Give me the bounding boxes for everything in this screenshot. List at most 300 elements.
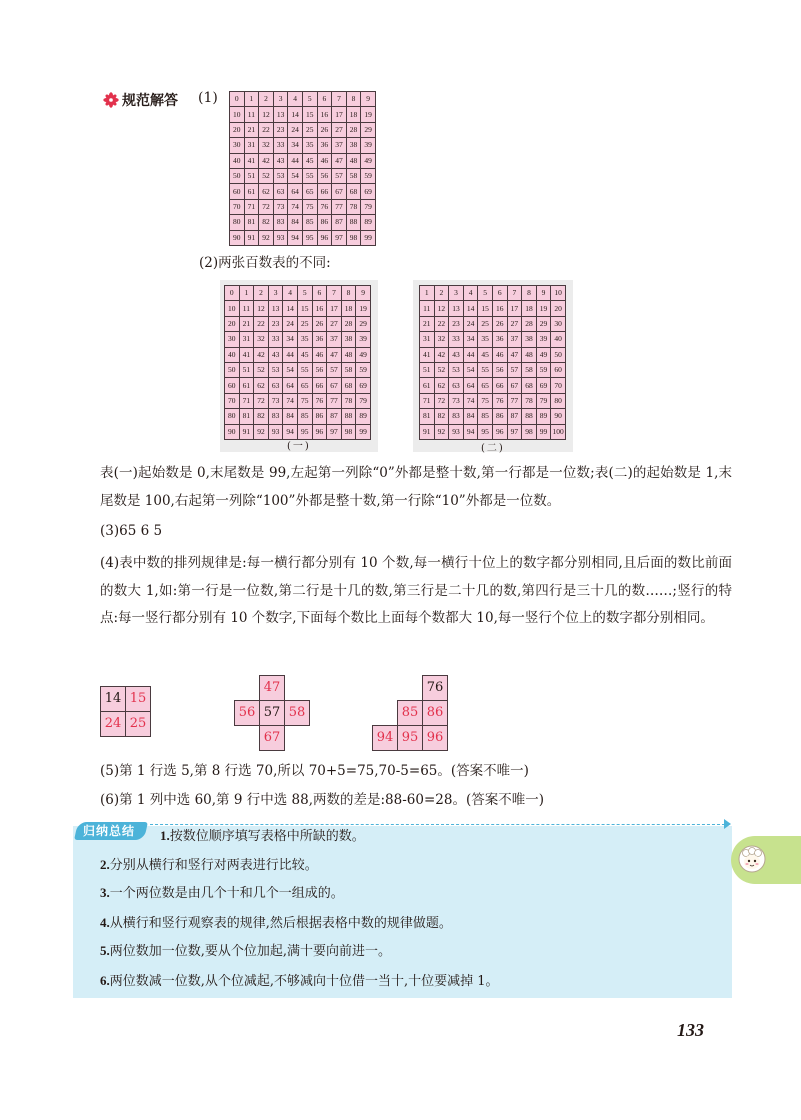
table-cell: 80 xyxy=(551,393,566,408)
part3-answer: (3)65 6 5 xyxy=(100,523,163,539)
table-row xyxy=(420,409,566,424)
table-cell: 77 xyxy=(332,199,347,214)
table-cell: 92 xyxy=(259,230,274,245)
table-cell: 74 xyxy=(283,393,298,408)
table-cell: 51 xyxy=(244,168,259,183)
table-cell: 13 xyxy=(449,301,464,316)
table-cell: 31 xyxy=(244,138,259,153)
table-cell: 70 xyxy=(551,378,566,393)
table-cell: 42 xyxy=(434,347,449,362)
table-cell: 58 xyxy=(522,362,537,377)
table-cell: 95 xyxy=(302,230,317,245)
table-cell: 89 xyxy=(361,215,376,230)
table-cell: 14 xyxy=(283,301,298,316)
table-cell: 60 xyxy=(225,378,240,393)
table-row xyxy=(225,378,371,393)
table-cell: 30 xyxy=(230,138,245,153)
table-row xyxy=(420,301,566,316)
table-cell: 21 xyxy=(244,122,259,137)
table-cell: 56 xyxy=(317,168,332,183)
fragment-cell: 57 xyxy=(260,701,285,726)
table-cell: 50 xyxy=(225,362,240,377)
fragment-cell: 58 xyxy=(285,701,310,726)
table-cell: 78 xyxy=(346,199,361,214)
table-cell: 32 xyxy=(254,332,269,347)
table-cell: 97 xyxy=(507,424,522,439)
table-cell: 38 xyxy=(522,332,537,347)
table-cell: 28 xyxy=(522,316,537,331)
table-cell: 47 xyxy=(327,347,342,362)
table-cell: 71 xyxy=(420,393,435,408)
hundred-table-one xyxy=(224,285,371,440)
table-cell: 69 xyxy=(536,378,551,393)
table-cell: 32 xyxy=(259,138,274,153)
table-cell: 36 xyxy=(317,138,332,153)
table-cell: 82 xyxy=(434,409,449,424)
table-cell: 44 xyxy=(283,347,298,362)
table-cell: 29 xyxy=(536,316,551,331)
answer-heading xyxy=(103,90,178,110)
table-cell: 13 xyxy=(268,301,283,316)
table-cell: 38 xyxy=(346,138,361,153)
table-cell: 68 xyxy=(341,378,356,393)
hundred-table-answer xyxy=(229,91,376,246)
table-cell: 75 xyxy=(302,199,317,214)
table-cell: 0 xyxy=(230,92,245,107)
table-cell: 49 xyxy=(361,153,376,168)
table-cell: 32 xyxy=(434,332,449,347)
table-cell: 8 xyxy=(346,92,361,107)
table-cell: 18 xyxy=(346,107,361,122)
table-cell: 41 xyxy=(420,347,435,362)
table-cell: 46 xyxy=(312,347,327,362)
table-cell: 19 xyxy=(536,301,551,316)
table-cell: 37 xyxy=(327,332,342,347)
summary-item xyxy=(100,913,452,934)
table-cell: 3 xyxy=(273,92,288,107)
table-cell: 99 xyxy=(361,230,376,245)
table-cell: 6 xyxy=(317,92,332,107)
fragment-cell: 14 xyxy=(101,687,126,712)
table-cell: 33 xyxy=(273,138,288,153)
table-cell: 49 xyxy=(536,347,551,362)
fragment-cell: 86 xyxy=(423,701,448,726)
table-cell: 83 xyxy=(273,215,288,230)
table-cell: 70 xyxy=(225,393,240,408)
table-cell: 29 xyxy=(361,122,376,137)
table-cell: 59 xyxy=(536,362,551,377)
table-cell: 46 xyxy=(317,153,332,168)
fragment-cell: 85 xyxy=(398,701,423,726)
table-cell: 10 xyxy=(551,286,566,301)
table-cell: 81 xyxy=(420,409,435,424)
table-cell: 20 xyxy=(230,122,245,137)
table-cell: 1 xyxy=(239,286,254,301)
table-cell: 79 xyxy=(361,199,376,214)
table-row xyxy=(225,409,371,424)
summary-item xyxy=(100,971,499,992)
table-cell: 90 xyxy=(230,230,245,245)
table-cell: 82 xyxy=(259,215,274,230)
table-cell: 38 xyxy=(341,332,356,347)
table-cell: 50 xyxy=(230,168,245,183)
table-one-caption: (一) xyxy=(287,441,311,452)
table-cell: 53 xyxy=(273,168,288,183)
table-cell: 47 xyxy=(507,347,522,362)
table-cell: 95 xyxy=(478,424,493,439)
table-cell: 72 xyxy=(434,393,449,408)
table-cell: 19 xyxy=(361,107,376,122)
table-cell: 48 xyxy=(522,347,537,362)
table-cell: 75 xyxy=(297,393,312,408)
table-cell: 37 xyxy=(507,332,522,347)
table-cell: 11 xyxy=(420,301,435,316)
table-cell: 20 xyxy=(551,301,566,316)
table-cell: 60 xyxy=(551,362,566,377)
summary-item xyxy=(100,855,318,876)
table-cell: 12 xyxy=(259,107,274,122)
table-cell: 92 xyxy=(434,424,449,439)
table-cell: 55 xyxy=(478,362,493,377)
hundred-table-two xyxy=(419,285,566,440)
summary-item-number: 6. xyxy=(100,973,110,988)
table-cell: 2 xyxy=(259,92,274,107)
summary-item-number: 3. xyxy=(100,885,110,900)
table-cell: 39 xyxy=(361,138,376,153)
table-cell: 8 xyxy=(341,286,356,301)
table-cell: 54 xyxy=(463,362,478,377)
table-cell: 89 xyxy=(536,409,551,424)
table-cell: 69 xyxy=(361,184,376,199)
table-cell: 6 xyxy=(312,286,327,301)
table-cell: 47 xyxy=(332,153,347,168)
table-cell: 57 xyxy=(507,362,522,377)
table-cell: 25 xyxy=(478,316,493,331)
table-row xyxy=(230,168,376,183)
table-cell: 58 xyxy=(346,168,361,183)
table-cell: 89 xyxy=(356,409,371,424)
table-cell: 72 xyxy=(259,199,274,214)
summary-item-number: 1. xyxy=(160,828,170,843)
summary-tag-label: 归纳总结 xyxy=(83,824,136,838)
arrow-icon xyxy=(724,819,731,829)
table-cell: 56 xyxy=(492,362,507,377)
table-cell: 53 xyxy=(268,362,283,377)
part6-answer: (6)第 1 列中选 60,第 9 行中选 88,两数的差是:88-60=28。(答案不唯一) xyxy=(100,792,544,808)
table-cell: 14 xyxy=(288,107,303,122)
table-row xyxy=(420,347,566,362)
table-cell: 62 xyxy=(259,184,274,199)
table-cell: 64 xyxy=(283,378,298,393)
table-row xyxy=(225,286,371,301)
table-cell: 68 xyxy=(346,184,361,199)
table-row xyxy=(420,362,566,377)
table-cell: 76 xyxy=(317,199,332,214)
table-cell: 66 xyxy=(312,378,327,393)
table-cell: 94 xyxy=(283,424,298,439)
table-cell: 9 xyxy=(356,286,371,301)
summary-item-text: 按数位顺序填写表格中所缺的数。 xyxy=(169,829,365,844)
table-cell: 54 xyxy=(283,362,298,377)
table-cell: 73 xyxy=(449,393,464,408)
table-cell: 40 xyxy=(551,332,566,347)
table-cell: 93 xyxy=(273,230,288,245)
table-cell: 63 xyxy=(268,378,283,393)
part1-label: (1) xyxy=(198,90,218,106)
table-cell: 31 xyxy=(420,332,435,347)
fragment-cell: 94 xyxy=(373,726,398,751)
table-cell: 65 xyxy=(478,378,493,393)
summary-item-text: 两位数减一位数,从个位减起,不够减向十位借一当十,十位要减掉 1。 xyxy=(109,974,499,989)
table-cell: 4 xyxy=(288,92,303,107)
table-cell: 17 xyxy=(327,301,342,316)
table-cell: 50 xyxy=(551,347,566,362)
table-cell: 70 xyxy=(230,199,245,214)
table-cell: 43 xyxy=(273,153,288,168)
table-cell: 48 xyxy=(346,153,361,168)
table-cell: 27 xyxy=(332,122,347,137)
summary-item-text: 分别从横行和竖行对两表进行比较。 xyxy=(109,858,318,873)
part2-explanation: 表(一)起始数是 0,末尾数是 99,左起第一列除“0”外都是整十数,第一行都是一位数;表(二)的起始数是 1,末尾数是 100,右起第一列除“100”外都是整十数,第一行除“10”外都是一位数。 xyxy=(100,465,732,509)
table-cell: 55 xyxy=(302,168,317,183)
table-cell: 40 xyxy=(225,347,240,362)
fragment-cell: 56 xyxy=(235,701,260,726)
table-cell: 51 xyxy=(420,362,435,377)
table-cell: 41 xyxy=(244,153,259,168)
table-cell: 21 xyxy=(420,316,435,331)
table-cell: 79 xyxy=(536,393,551,408)
table-cell: 67 xyxy=(332,184,347,199)
table-cell: 61 xyxy=(244,184,259,199)
table-cell: 98 xyxy=(522,424,537,439)
table-cell: 72 xyxy=(254,393,269,408)
table-cell: 61 xyxy=(420,378,435,393)
summary-item-number: 2. xyxy=(100,857,110,872)
table-cell: 87 xyxy=(327,409,342,424)
table-cell: 26 xyxy=(317,122,332,137)
table-cell: 80 xyxy=(225,409,240,424)
table-cell: 35 xyxy=(302,138,317,153)
table-row xyxy=(230,230,376,245)
table-cell: 4 xyxy=(463,286,478,301)
table-cell: 4 xyxy=(283,286,298,301)
table-cell: 28 xyxy=(346,122,361,137)
table-cell: 87 xyxy=(507,409,522,424)
table-row xyxy=(225,347,371,362)
table-cell: 90 xyxy=(225,424,240,439)
summary-item-number: 4. xyxy=(100,915,110,930)
table-cell: 22 xyxy=(434,316,449,331)
table-cell: 67 xyxy=(507,378,522,393)
fragment-cell: 24 xyxy=(101,712,126,737)
table-cell: 94 xyxy=(288,230,303,245)
table-cell: 96 xyxy=(312,424,327,439)
table-cell: 25 xyxy=(302,122,317,137)
summary-item xyxy=(100,941,391,962)
table-cell: 45 xyxy=(478,347,493,362)
table-cell: 84 xyxy=(283,409,298,424)
table-cell: 7 xyxy=(327,286,342,301)
table-cell: 94 xyxy=(463,424,478,439)
table-cell: 1 xyxy=(420,286,435,301)
table-cell: 95 xyxy=(297,424,312,439)
table-cell: 22 xyxy=(254,316,269,331)
table-cell: 64 xyxy=(288,184,303,199)
table-cell: 77 xyxy=(327,393,342,408)
table-row xyxy=(225,332,371,347)
table-cell: 10 xyxy=(225,301,240,316)
table-cell: 36 xyxy=(312,332,327,347)
table-cell: 91 xyxy=(244,230,259,245)
table-cell: 53 xyxy=(449,362,464,377)
table-cell: 28 xyxy=(341,316,356,331)
table-cell: 27 xyxy=(507,316,522,331)
table-cell: 62 xyxy=(254,378,269,393)
fragment-square xyxy=(100,686,151,737)
fragment-cell: 47 xyxy=(260,676,285,701)
fragment-cell: 76 xyxy=(423,676,448,701)
table-cell: 42 xyxy=(254,347,269,362)
table-cell: 23 xyxy=(273,122,288,137)
table-cell: 75 xyxy=(478,393,493,408)
summary-item xyxy=(100,883,344,904)
table-cell: 23 xyxy=(268,316,283,331)
table-cell: 40 xyxy=(230,153,245,168)
table-cell: 79 xyxy=(356,393,371,408)
sheep-icon xyxy=(737,844,767,874)
table-cell: 78 xyxy=(522,393,537,408)
table-cell: 68 xyxy=(522,378,537,393)
table-cell: 97 xyxy=(327,424,342,439)
table-cell: 86 xyxy=(317,215,332,230)
table-cell: 16 xyxy=(317,107,332,122)
table-cell: 10 xyxy=(230,107,245,122)
table-cell: 87 xyxy=(332,215,347,230)
table-cell: 57 xyxy=(327,362,342,377)
table-cell: 55 xyxy=(297,362,312,377)
table-cell: 91 xyxy=(420,424,435,439)
table-cell: 1 xyxy=(244,92,259,107)
table-row xyxy=(230,122,376,137)
part4-explanation: (4)表中数的排列规律是:每一横行都分别有 10 个数,每一横行十位上的数字都分别相同,且后面的数比前面的数大 1,如:第一行是一位数,第二行是十几的数,第三行是二十几的数,第四行是三十几的数……;竖行的特点:每一竖行都分别有 10 个数字,下面每个数比上面每个数都大 10,每一竖行个位上的数字都分别相同。 xyxy=(100,555,732,627)
table-cell: 12 xyxy=(434,301,449,316)
table-cell: 51 xyxy=(239,362,254,377)
table-cell: 76 xyxy=(492,393,507,408)
table-cell: 69 xyxy=(356,378,371,393)
table-cell: 65 xyxy=(302,184,317,199)
table-cell: 52 xyxy=(254,362,269,377)
table-cell: 3 xyxy=(268,286,283,301)
table-cell: 30 xyxy=(551,316,566,331)
summary-divider xyxy=(150,824,725,825)
fragment-cell: 67 xyxy=(260,726,285,751)
table-cell: 19 xyxy=(356,301,371,316)
table-cell: 86 xyxy=(312,409,327,424)
table-cell: 49 xyxy=(356,347,371,362)
table-cell: 99 xyxy=(536,424,551,439)
table-cell: 43 xyxy=(268,347,283,362)
table-cell: 57 xyxy=(332,168,347,183)
table-cell: 52 xyxy=(434,362,449,377)
table-cell: 73 xyxy=(268,393,283,408)
table-cell: 22 xyxy=(259,122,274,137)
table-cell: 93 xyxy=(449,424,464,439)
table-cell: 58 xyxy=(341,362,356,377)
table-cell: 64 xyxy=(463,378,478,393)
table-cell: 73 xyxy=(273,199,288,214)
table-cell: 30 xyxy=(225,332,240,347)
table-row xyxy=(420,332,566,347)
table-row xyxy=(225,316,371,331)
table-cell: 44 xyxy=(288,153,303,168)
table-cell: 96 xyxy=(317,230,332,245)
table-cell: 20 xyxy=(225,316,240,331)
table-two-caption: (二) xyxy=(481,443,505,454)
table-row xyxy=(225,362,371,377)
table-cell: 39 xyxy=(536,332,551,347)
table-cell: 11 xyxy=(239,301,254,316)
table-cell: 34 xyxy=(283,332,298,347)
table-row xyxy=(230,199,376,214)
table-cell: 36 xyxy=(492,332,507,347)
table-cell: 33 xyxy=(449,332,464,347)
table-cell: 83 xyxy=(268,409,283,424)
table-cell: 23 xyxy=(449,316,464,331)
table-cell: 18 xyxy=(522,301,537,316)
summary-item-text: 从横行和竖行观察表的规律,然后根据表格中数的规律做题。 xyxy=(109,916,452,931)
table-cell: 0 xyxy=(225,286,240,301)
table-cell: 14 xyxy=(463,301,478,316)
table-row xyxy=(420,316,566,331)
table-cell: 26 xyxy=(312,316,327,331)
table-cell: 62 xyxy=(434,378,449,393)
fragment-cell: 25 xyxy=(126,712,151,737)
table-cell: 31 xyxy=(239,332,254,347)
table-cell: 71 xyxy=(244,199,259,214)
table-cell: 3 xyxy=(449,286,464,301)
table-cell: 65 xyxy=(297,378,312,393)
table-cell: 100 xyxy=(551,424,566,439)
table-cell: 8 xyxy=(522,286,537,301)
table-cell: 45 xyxy=(297,347,312,362)
table-cell: 41 xyxy=(239,347,254,362)
table-cell: 67 xyxy=(327,378,342,393)
table-cell: 17 xyxy=(332,107,347,122)
table-cell: 2 xyxy=(254,286,269,301)
table-cell: 76 xyxy=(312,393,327,408)
summary-item-text: 一个两位数是由几个十和几个一组成的。 xyxy=(109,886,344,901)
table-row xyxy=(420,286,566,301)
table-cell: 52 xyxy=(259,168,274,183)
table-cell: 46 xyxy=(492,347,507,362)
table-cell: 77 xyxy=(507,393,522,408)
table-cell: 39 xyxy=(356,332,371,347)
table-cell: 78 xyxy=(341,393,356,408)
table-cell: 15 xyxy=(302,107,317,122)
table-cell: 42 xyxy=(259,153,274,168)
table-row xyxy=(225,301,371,316)
table-cell: 74 xyxy=(288,199,303,214)
table-cell: 35 xyxy=(478,332,493,347)
table-cell: 5 xyxy=(478,286,493,301)
table-cell: 7 xyxy=(507,286,522,301)
table-cell: 11 xyxy=(244,107,259,122)
table-row xyxy=(230,138,376,153)
table-cell: 13 xyxy=(273,107,288,122)
table-cell: 82 xyxy=(254,409,269,424)
table-cell: 6 xyxy=(492,286,507,301)
summary-item-number: 5. xyxy=(100,943,110,958)
